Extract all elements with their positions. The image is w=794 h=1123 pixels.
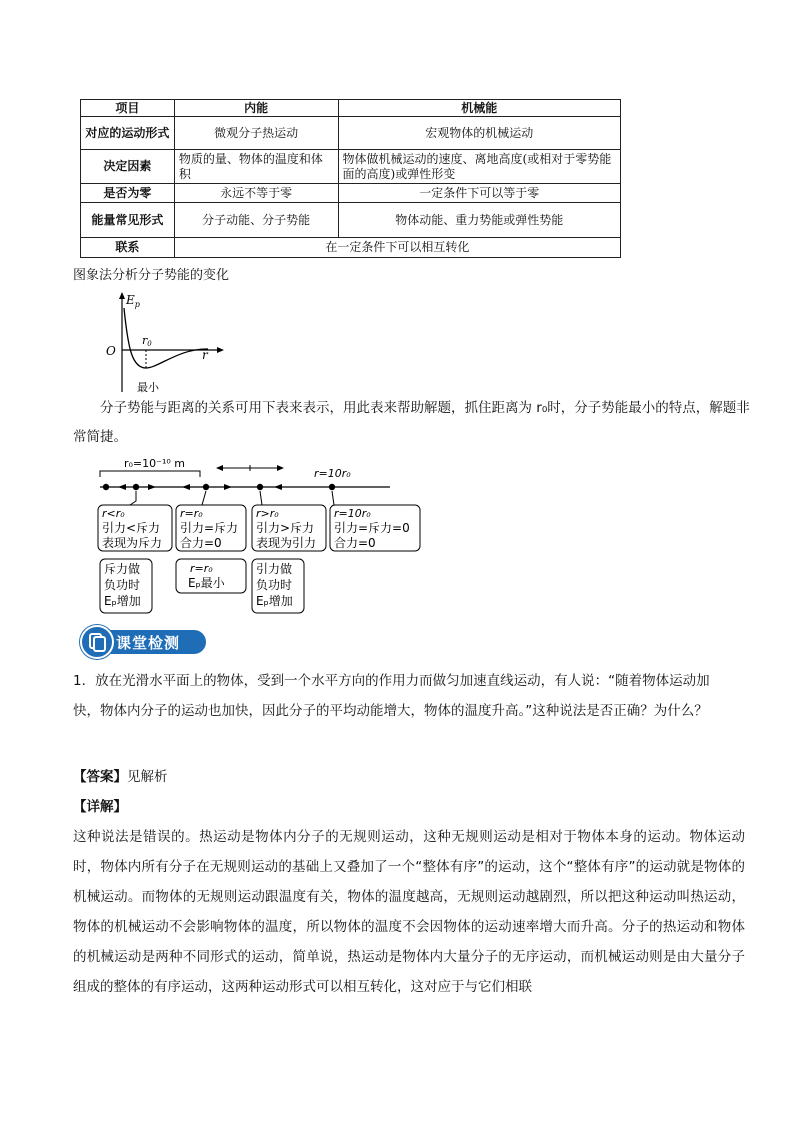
- table-header-row: [81, 100, 621, 117]
- y-axis-label: E: [126, 293, 135, 307]
- paragraph-1: 分子势能与距离的关系可用下表来表示，用此表来帮助解题，抓住距离为 r₀时，分子势能最小的特点，解题非常简捷。: [73, 400, 750, 445]
- sub-box-3-line3: Eₚ增加: [256, 594, 293, 608]
- origin-label: O: [106, 344, 116, 358]
- cell-relation: 在一定条件下可以相互转化: [174, 238, 620, 258]
- relationship-diagram: [90, 455, 430, 617]
- sub-box-2-line2: Eₚ最小: [188, 576, 225, 590]
- cell-mechanical: 一定条件下可以等于零: [338, 184, 620, 203]
- header-item: 项目: [81, 100, 175, 117]
- sub-box-1-line2: 负功时: [104, 578, 141, 592]
- r10-label: r=10r₀: [314, 467, 351, 480]
- row-label: 对应的运动形式: [81, 117, 175, 150]
- box-attractive-line2: 引力>斥力: [256, 521, 315, 535]
- cell-mechanical: 物体做机械运动的速度、离地高度(或相对于零势能面的高度)或弹性形变: [338, 150, 620, 184]
- table-row: [81, 238, 621, 258]
- table-row: [81, 184, 621, 203]
- banner-circle: [80, 625, 114, 659]
- y-axis-label-sub: p: [134, 300, 140, 309]
- box-repulsive-line1: r<r₀: [102, 507, 125, 520]
- sub-box-3-line2: 负功时: [256, 578, 293, 592]
- potential-curve: [124, 308, 208, 368]
- sub-box-2-line1: r=r₀: [190, 562, 213, 575]
- row-label: 能量常见形式: [81, 203, 175, 238]
- axis-point: [103, 484, 109, 490]
- axis-point: [257, 484, 263, 490]
- min-label: 最小: [137, 381, 159, 394]
- cell-internal: 永远不等于零: [174, 184, 338, 203]
- box-attractive-line3: 表现为引力: [256, 536, 317, 550]
- graph-caption: 图象法分析分子势能的变化: [73, 268, 230, 283]
- box-far-line1: r=10r₀: [334, 507, 371, 520]
- table-row: [81, 117, 621, 150]
- comparison-table: [80, 99, 621, 258]
- detail-tag: 【详解】: [73, 799, 127, 815]
- sub-box-1-line3: Eₚ增加: [104, 594, 141, 608]
- r0-label: r: [142, 334, 148, 347]
- r0-label-sub: 0: [147, 340, 152, 348]
- x-axis-label: r: [202, 348, 208, 362]
- sub-box-1-line1: 斥力做: [104, 562, 141, 576]
- cell-mechanical: 物体动能、重力势能或弹性势能: [338, 203, 620, 238]
- r0-value-label: r₀=10⁻¹⁰ m: [124, 457, 185, 470]
- row-label: 联系: [81, 238, 175, 258]
- cell-internal: 微观分子热运动: [174, 117, 338, 150]
- question-number: 1．: [73, 673, 96, 689]
- svg-text:r0: [142, 334, 152, 348]
- box-equilibrium-line3: 合力=0: [180, 536, 222, 550]
- banner-title: 课堂检测: [116, 634, 181, 652]
- svg-text:Ep: [125, 293, 140, 309]
- double-arrow-icon: [216, 465, 284, 471]
- axis-point: [133, 484, 139, 490]
- cell-internal: 物质的量、物体的温度和体积: [174, 150, 338, 184]
- sub-box-3-line1: 引力做: [256, 562, 293, 576]
- potential-energy-graph: [100, 288, 230, 398]
- answer-text: 见解析: [127, 769, 168, 785]
- row-label: 是否为零: [81, 184, 175, 203]
- axis-point: [329, 484, 335, 490]
- answer-tag: 【答案】: [73, 769, 127, 785]
- row-label: 决定因素: [81, 150, 175, 184]
- box-equilibrium-line2: 引力=斥力: [180, 521, 239, 535]
- cell-mechanical: 宏观物体的机械运动: [338, 117, 620, 150]
- document-icon: [82, 627, 112, 657]
- detail-tag-line: [73, 792, 733, 822]
- box-equilibrium-line1: r=r₀: [180, 507, 203, 520]
- box-far-line3: 合力=0: [334, 536, 376, 550]
- box-repulsive-line2: 引力<斥力: [102, 521, 161, 535]
- table-row: [81, 203, 621, 238]
- axis-point: [203, 484, 209, 490]
- header-internal: 内能: [174, 100, 338, 117]
- table-row: [81, 150, 621, 184]
- header-mechanical: 机械能: [338, 100, 620, 117]
- answer-line: [73, 762, 733, 792]
- question-1: [73, 666, 733, 726]
- r0-brace: [100, 471, 200, 477]
- box-repulsive-line3: 表现为斥力: [102, 536, 163, 550]
- cell-internal: 分子动能、分子势能: [174, 203, 338, 238]
- box-far-line2: 引力=斥力=0: [334, 521, 410, 535]
- y-axis-arrow-icon: [119, 292, 125, 299]
- section-banner: [80, 625, 208, 657]
- box-attractive-line1: r>r₀: [256, 507, 279, 520]
- question-text: 放在光滑水平面上的物体，受到一个水平方向的作用力而做匀加速直线运动，有人说：“随着物体运动加快，物体内分子的运动也加快，因此分子的平均动能增大，物体的温度升高。”这种说法是否正确？为什么？: [73, 673, 710, 719]
- x-axis-arrow-icon: [217, 347, 224, 353]
- detail-text: 这种说法是错误的。热运动是物体内分子的无规则运动，这种无规则运动是相对于物体本身的运动。物体运动时，物体内所有分子在无规则运动的基础上又叠加了一个“整体有序”的运动，这个“整体有序”的运动就是物体的机械运动。而物体的无规则运动跟温度有关，物体的温度越高，无规则运动越剧烈，所以把这种运动叫热运动，物体的机械运动不会影响物体的温度，所以物体的温度不会因物体的运动速率增大而升高。分子的热运动和物体的机械运动是两种不同形式的运动，简单说，热运动是物体内大量分子的无序运动，而机械运动则是由大量分子组成的整体的有序运动，这两种运动形式可以相互转化，这对应于与它们相联: [73, 829, 745, 995]
